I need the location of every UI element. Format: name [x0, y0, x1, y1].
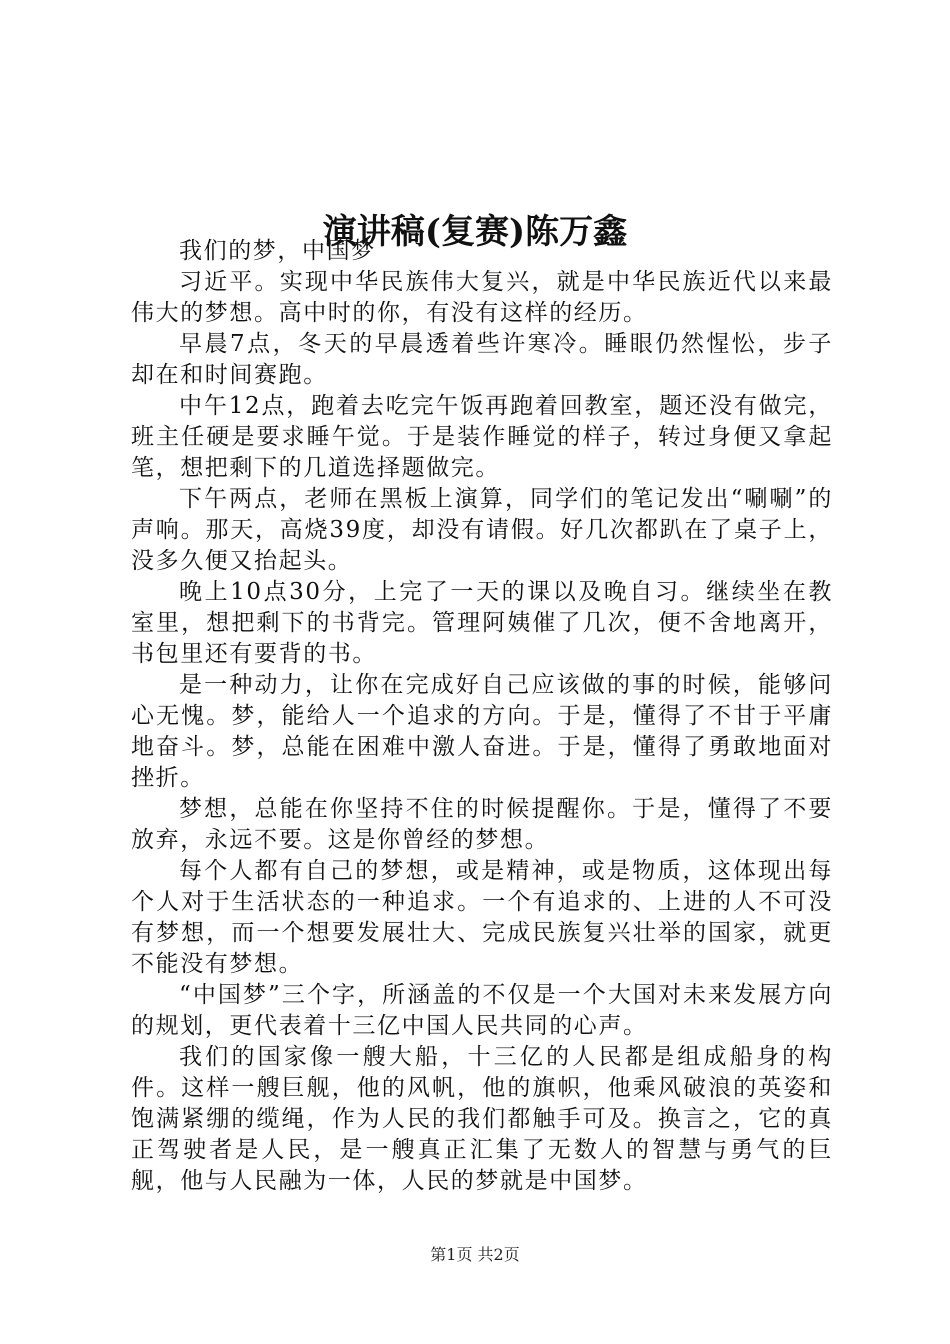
paragraph: “中国梦”三个字，所涵盖的不仅是一个大国对未来发展方向的规划，更代表着十三亿中国人民共同的心声。	[131, 982, 833, 1039]
paragraph: 是一种动力，让你在完成好自己应该做的事的时候，能够问心无愧。梦，能给人一个追求的方向。于是，懂得了不甘于平庸地奋斗。梦，总能在困难中激人奋进。于是，懂得了勇敢地面对挫折。	[131, 672, 833, 791]
paragraph: 中午12点，跑着去吃完午饭再跑着回教室，题还没有做完，班主任硬是要求睡午觉。于是装作睡觉的样子，转过身便又拿起笔，想把剩下的几道选择题做完。	[131, 393, 833, 481]
paragraph: 我们的国家像一艘大船，十三亿的人民都是组成船身的构件。这样一艘巨舰，他的风帆，他的旗帜，他乘风破浪的英姿和饱满紧绷的缆绳，作为人民的我们都触手可及。换言之，它的真正驾驶者是人民，是一艘真正汇集了无数人的智慧与勇气的巨舰，他与人民融为一体，人民的梦就是中国梦。	[131, 1044, 833, 1194]
paragraph: 我们的梦，中国梦	[179, 238, 376, 264]
document-title: 演讲稿(复赛)陈万鑫	[322, 211, 628, 252]
paragraph: 早晨7点，冬天的早晨透着些许寒冷。睡眼仍然惺忪，步子却在和时间赛跑。	[131, 331, 833, 388]
paragraph: 习近平。实现中华民族伟大复兴，就是中华民族近代以来最伟大的梦想。高中时的你，有没有这样的经历。	[131, 269, 833, 326]
paragraph: 每个人都有自己的梦想，或是精神，或是物质，这体现出每个人对于生活状态的一种追求。一个有追求的、上进的人不可没有梦想，而一个想要发展壮大、完成民族复兴壮举的国家，就更不能没有梦想。	[131, 858, 833, 977]
paragraph: 下午两点，老师在黑板上演算，同学们的笔记发出“唰唰”的声响。那天，高烧39度，却没有请假。好几次都趴在了桌子上，没多久便又抬起头。	[131, 486, 833, 574]
document-body	[131, 236, 833, 1197]
paragraph: 梦想，总能在你坚持不住的时候提醒你。于是，懂得了不要放弃，永远不要。这是你曾经的梦想。	[131, 796, 833, 853]
page-footer: 第1页 共2页	[430, 1245, 520, 1264]
paragraph: 晚上10点30分，上完了一天的课以及晚自习。继续坐在教室里，想把剩下的书背完。管理阿姨催了几次，便不舍地离开，书包里还有要背的书。	[131, 579, 833, 667]
